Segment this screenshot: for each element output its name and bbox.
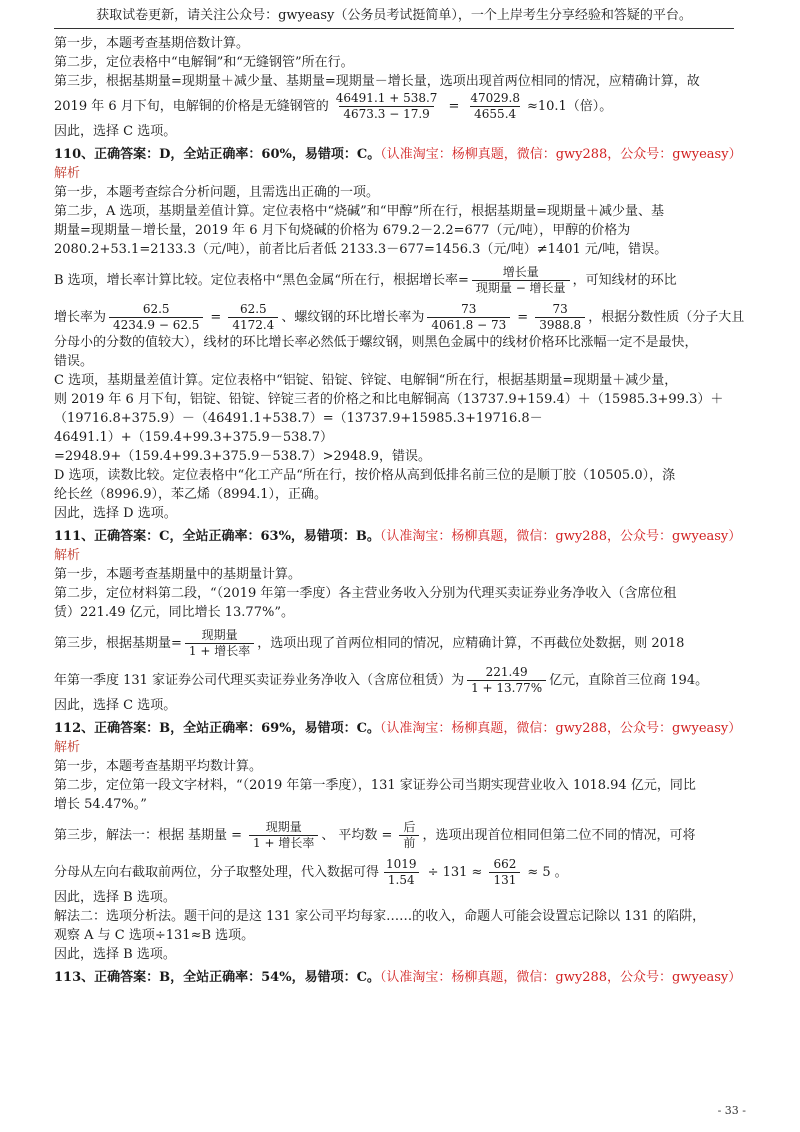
q113-answer: 113、正确答案：B，全站正确率：54%，易错项：C。 xyxy=(54,970,380,985)
q109-f2-numerator: 47029.8 xyxy=(470,91,520,105)
q110-b-numerator: 增长量 xyxy=(502,265,539,279)
q110-b2-suffix: ，根据分数性质（分子大且 xyxy=(588,310,745,325)
q112-e1-fraction xyxy=(382,857,421,888)
q109-equals: = xyxy=(448,99,460,114)
q112-step3-suffix: ，选项出现首位相同但第二位不同的情况，可将 xyxy=(422,828,696,843)
q110-growth-rate-formula xyxy=(472,265,570,296)
q112-e2-numerator: 662 xyxy=(493,857,517,871)
q110-c-line1: C 选项，基期量差值计算。定位表格中“铝锭、铅锭、锌锭、电解铜“所在行，根据基期量=现期量＋减少量， xyxy=(54,373,678,388)
q110-step2c: 2080.2+53.1=2133.3（元/吨），前者比后者低 2133.3－677=1456.3（元/吨）≠1401 元/吨，错误。 xyxy=(54,242,668,257)
q112-step4-line xyxy=(54,857,752,888)
q110-answer: 110、正确答案：D，全站正确率：60%，易错项：C。 xyxy=(54,147,381,162)
q111-step2a: 第二步，定位材料第二段，“（2019 年第一季度）各主营业务收入分别为代理买卖证券业务净收入（含席位租 xyxy=(54,586,677,601)
q112-e2-operator: ≈ 5 xyxy=(527,865,551,880)
q112-separator: 、 xyxy=(321,828,335,843)
q109-f1-numerator: 46491.1 + 538.7 xyxy=(335,91,438,105)
q109-step3: 第三步，根据基期量=现期量＋减少量、基期量=现期量－增长量，选项出现首两位相同的情况，应精确计算，故 xyxy=(54,74,700,89)
q110-b-prefix: B 选项，增长率计算比较。定位表格中“黑色金属“所在行，根据增长率= xyxy=(54,273,469,288)
q111-f-numerator: 现期量 xyxy=(201,628,238,642)
q113-answer-line xyxy=(54,968,752,987)
q110-g1-numerator: 62.5 xyxy=(142,302,170,316)
q111-step3-prefix: 第三步，根据基期量= xyxy=(54,636,182,651)
q112-e1-numerator: 1019 xyxy=(386,857,417,871)
q109-step2: 第二步，定位表格中“电解铜”和“无缝钢管”所在行。 xyxy=(54,55,354,70)
q110-b-line2 xyxy=(54,302,752,333)
q109-step1: 第一步，本题考查基期倍数计算。 xyxy=(54,36,250,51)
page-content xyxy=(54,34,752,987)
q110-b-line1 xyxy=(54,265,752,296)
q110-g3-fraction xyxy=(427,302,510,333)
q110-ad: （认准淘宝：杨柳真题，微信：gwy288，公众号：gwyeasy） xyxy=(380,147,742,162)
q109-f2-denominator: 4655.4 xyxy=(470,106,520,122)
page-header: 获取试卷更新，请关注公众号：gwyeasy（公务员考试挺简单），一个上岸考生分享经验和答疑的平台。 xyxy=(54,6,734,29)
q110-b-line4: 错误。 xyxy=(54,354,94,369)
q112-f-denominator: 1 + 增长率 xyxy=(249,835,318,851)
q109-formula-prefix: 2019 年 6 月下旬，电解铜的价格是无缝钢管的 xyxy=(54,99,329,114)
q109-formula-suffix: ≈10.1（倍）。 xyxy=(526,99,613,114)
q112-step1: 第一步，本题考查基期平均数计算。 xyxy=(54,759,263,774)
q110-b-suffix: ，可知线材的环比 xyxy=(572,273,677,288)
q110-b-denominator: 现期量 − 增长量 xyxy=(472,280,570,296)
q110-g4-numerator: 73 xyxy=(552,302,568,316)
q110-g2-numerator: 62.5 xyxy=(239,302,267,316)
q112-avg-label: 平均数 = xyxy=(338,828,393,843)
q112-e2-fraction xyxy=(489,857,520,888)
q110-d-line2: 纶长丝（8996.9），苯乙烯（8994.1），正确。 xyxy=(54,487,327,502)
q110-b-line3: 分母小的分数的值较大），线材的环比增长率必然低于螺纹钢，则黑色金属中的线材价格环比涨幅一定不是最快， xyxy=(54,335,698,350)
q112-conclusion: 因此，选择 B 选项。 xyxy=(54,890,176,905)
q110-g2-denominator: 4172.4 xyxy=(228,317,278,333)
q111-answer: 111、正确答案：C，全站正确率：63%，易错项：B。 xyxy=(54,529,380,544)
q110-b2-prefix: 增长率为 xyxy=(54,310,107,325)
q111-step3-line xyxy=(54,628,752,659)
q110-step2b: 期量=现期量－增长量，2019 年 6 月下旬烧碱的价格为 679.2－2.2=677（元/吨），甲醇的价格为 xyxy=(54,223,631,238)
q112-e1-operator: ÷ 131 ≈ xyxy=(427,865,483,880)
q111-step3-suffix: ，选项出现了首两位相同的情况，应精确计算，不再截位处数据，则 2018 xyxy=(257,636,685,651)
q110-c-line4: =2948.9+（159.4+99.3+375.9－538.7）>2948.9，错误。 xyxy=(54,449,432,464)
q111-f-denominator: 1 + 增长率 xyxy=(185,643,254,659)
q112-answer-line xyxy=(54,719,752,738)
q111-step2b: 赁）221.49 亿元，同比增长 13.77%”。 xyxy=(54,605,294,620)
q110-g4-fraction xyxy=(535,302,585,333)
q110-g1-denominator: 4234.9 − 62.5 xyxy=(109,317,203,333)
q109-formula-line xyxy=(54,91,752,122)
q112-conclusion2: 因此，选择 B 选项。 xyxy=(54,947,176,962)
q110-c-line3: （19716.8+375.9）－（46491.1+538.7）=（13737.9+15985.3+19716.8－46491.1）+（159.4+99.3+375.9－538.7） xyxy=(54,411,543,445)
q112-e1-denominator: 1.54 xyxy=(384,872,419,888)
q111-calc-fraction xyxy=(467,665,546,696)
q110-jiexi-heading: 解析 xyxy=(54,166,81,181)
q109-fraction-1 xyxy=(332,91,442,122)
q112-avg-denominator: 前 xyxy=(399,835,419,851)
q110-b2-middle: 、螺纹钢的环比增长率为 xyxy=(281,310,425,325)
q112-e2-denominator: 131 xyxy=(489,872,520,888)
q111-base-formula xyxy=(185,628,254,659)
q112-step3-line xyxy=(54,820,752,851)
q109-fraction-2 xyxy=(466,91,524,122)
q111-step4-prefix: 年第一季度 131 家证券公司代理买卖证券业务净收入（含席位租赁）为 xyxy=(54,673,465,688)
q110-d-line1: D 选项，读数比较。定位表格中“化工产品“所在行，按价格从高到低排名前三位的是顺丁胶（10505.0），涤 xyxy=(54,468,676,483)
q112-step4-suffix: 。 xyxy=(554,865,568,880)
q112-base-formula xyxy=(249,820,318,851)
q110-g1-fraction xyxy=(109,302,203,333)
q112-step3-prefix: 第三步，解法一：根据 xyxy=(54,828,185,843)
q112-base-label: 基期量 = xyxy=(188,828,243,843)
q110-equals-1: = xyxy=(210,310,222,325)
q110-conclusion: 因此，选择 D 选项。 xyxy=(54,506,177,521)
q111-jiexi-heading: 解析 xyxy=(54,548,81,563)
q111-step4-line xyxy=(54,665,752,696)
q110-g4-denominator: 3988.8 xyxy=(535,317,585,333)
q110-answer-line xyxy=(54,145,752,164)
q110-step2a: 第二步，A 选项，基期量差值计算。定位表格中“烧碱”和“甲醇”所在行，根据基期量=现期量＋减少量、基 xyxy=(54,204,664,219)
q111-ad: （认准淘宝：杨柳真题，微信：gwy288，公众号：gwyeasy） xyxy=(379,529,742,544)
q110-g3-denominator: 4061.8 − 73 xyxy=(427,317,510,333)
q112-jiexi-heading: 解析 xyxy=(54,740,81,755)
page-number: - 33 - xyxy=(717,1104,746,1117)
q112-step2b: 增长 54.47%。” xyxy=(54,797,147,812)
q113-ad: （认准淘宝：杨柳真题，微信：gwy288，公众号：gwyeasy） xyxy=(379,970,742,985)
q112-step2a: 第二步，定位第一段文字材料，“（2019 年第一季度），131 家证券公司当期实现营业收入 1018.94 亿元，同比 xyxy=(54,778,696,793)
q112-method2a: 解法二：选项分析法。题干问的是这 131 家公司平均每家……的收入，命题人可能会设置忘记除以 131 的陷阱， xyxy=(54,909,706,924)
q111-conclusion: 因此，选择 C 选项。 xyxy=(54,698,177,713)
q111-f2-denominator: 1 + 13.77% xyxy=(467,680,546,696)
q111-f2-numerator: 221.49 xyxy=(485,665,528,679)
q112-answer: 112、正确答案：B，全站正确率：69%，易错项：C。 xyxy=(54,721,380,736)
q112-avg-numerator: 后 xyxy=(403,820,416,834)
q110-step1: 第一步，本题考查综合分析问题，且需选出正确的一项。 xyxy=(54,185,380,200)
q112-method2b: 观察 A 与 C 选项÷131≈B 选项。 xyxy=(54,928,255,943)
q110-g3-numerator: 73 xyxy=(461,302,477,316)
q110-c-line2: 则 2019 年 6 月下旬，铝锭、铅锭、锌锭三者的价格之和比电解铜高（13737.9+159.4）＋（15985.3+99.3）＋ xyxy=(54,392,724,407)
q109-conclusion: 因此，选择 C 选项。 xyxy=(54,124,177,139)
q112-avg-formula xyxy=(399,820,419,851)
q112-f-numerator: 现期量 xyxy=(265,820,302,834)
q111-step4-suffix: 亿元，直除首三位商 194。 xyxy=(549,673,709,688)
q110-g2-fraction xyxy=(228,302,278,333)
q111-answer-line xyxy=(54,527,752,546)
q110-equals-2: = xyxy=(517,310,529,325)
q112-ad: （认准淘宝：杨柳真题，微信：gwy288，公众号：gwyeasy） xyxy=(379,721,742,736)
q111-step1: 第一步，本题考查基期量中的基期量计算。 xyxy=(54,567,302,582)
q112-step4-prefix: 分母从左向右截取前两位，分子取整处理，代入数据可得 xyxy=(54,865,380,880)
q109-f1-denominator: 4673.3 − 17.9 xyxy=(339,106,433,122)
